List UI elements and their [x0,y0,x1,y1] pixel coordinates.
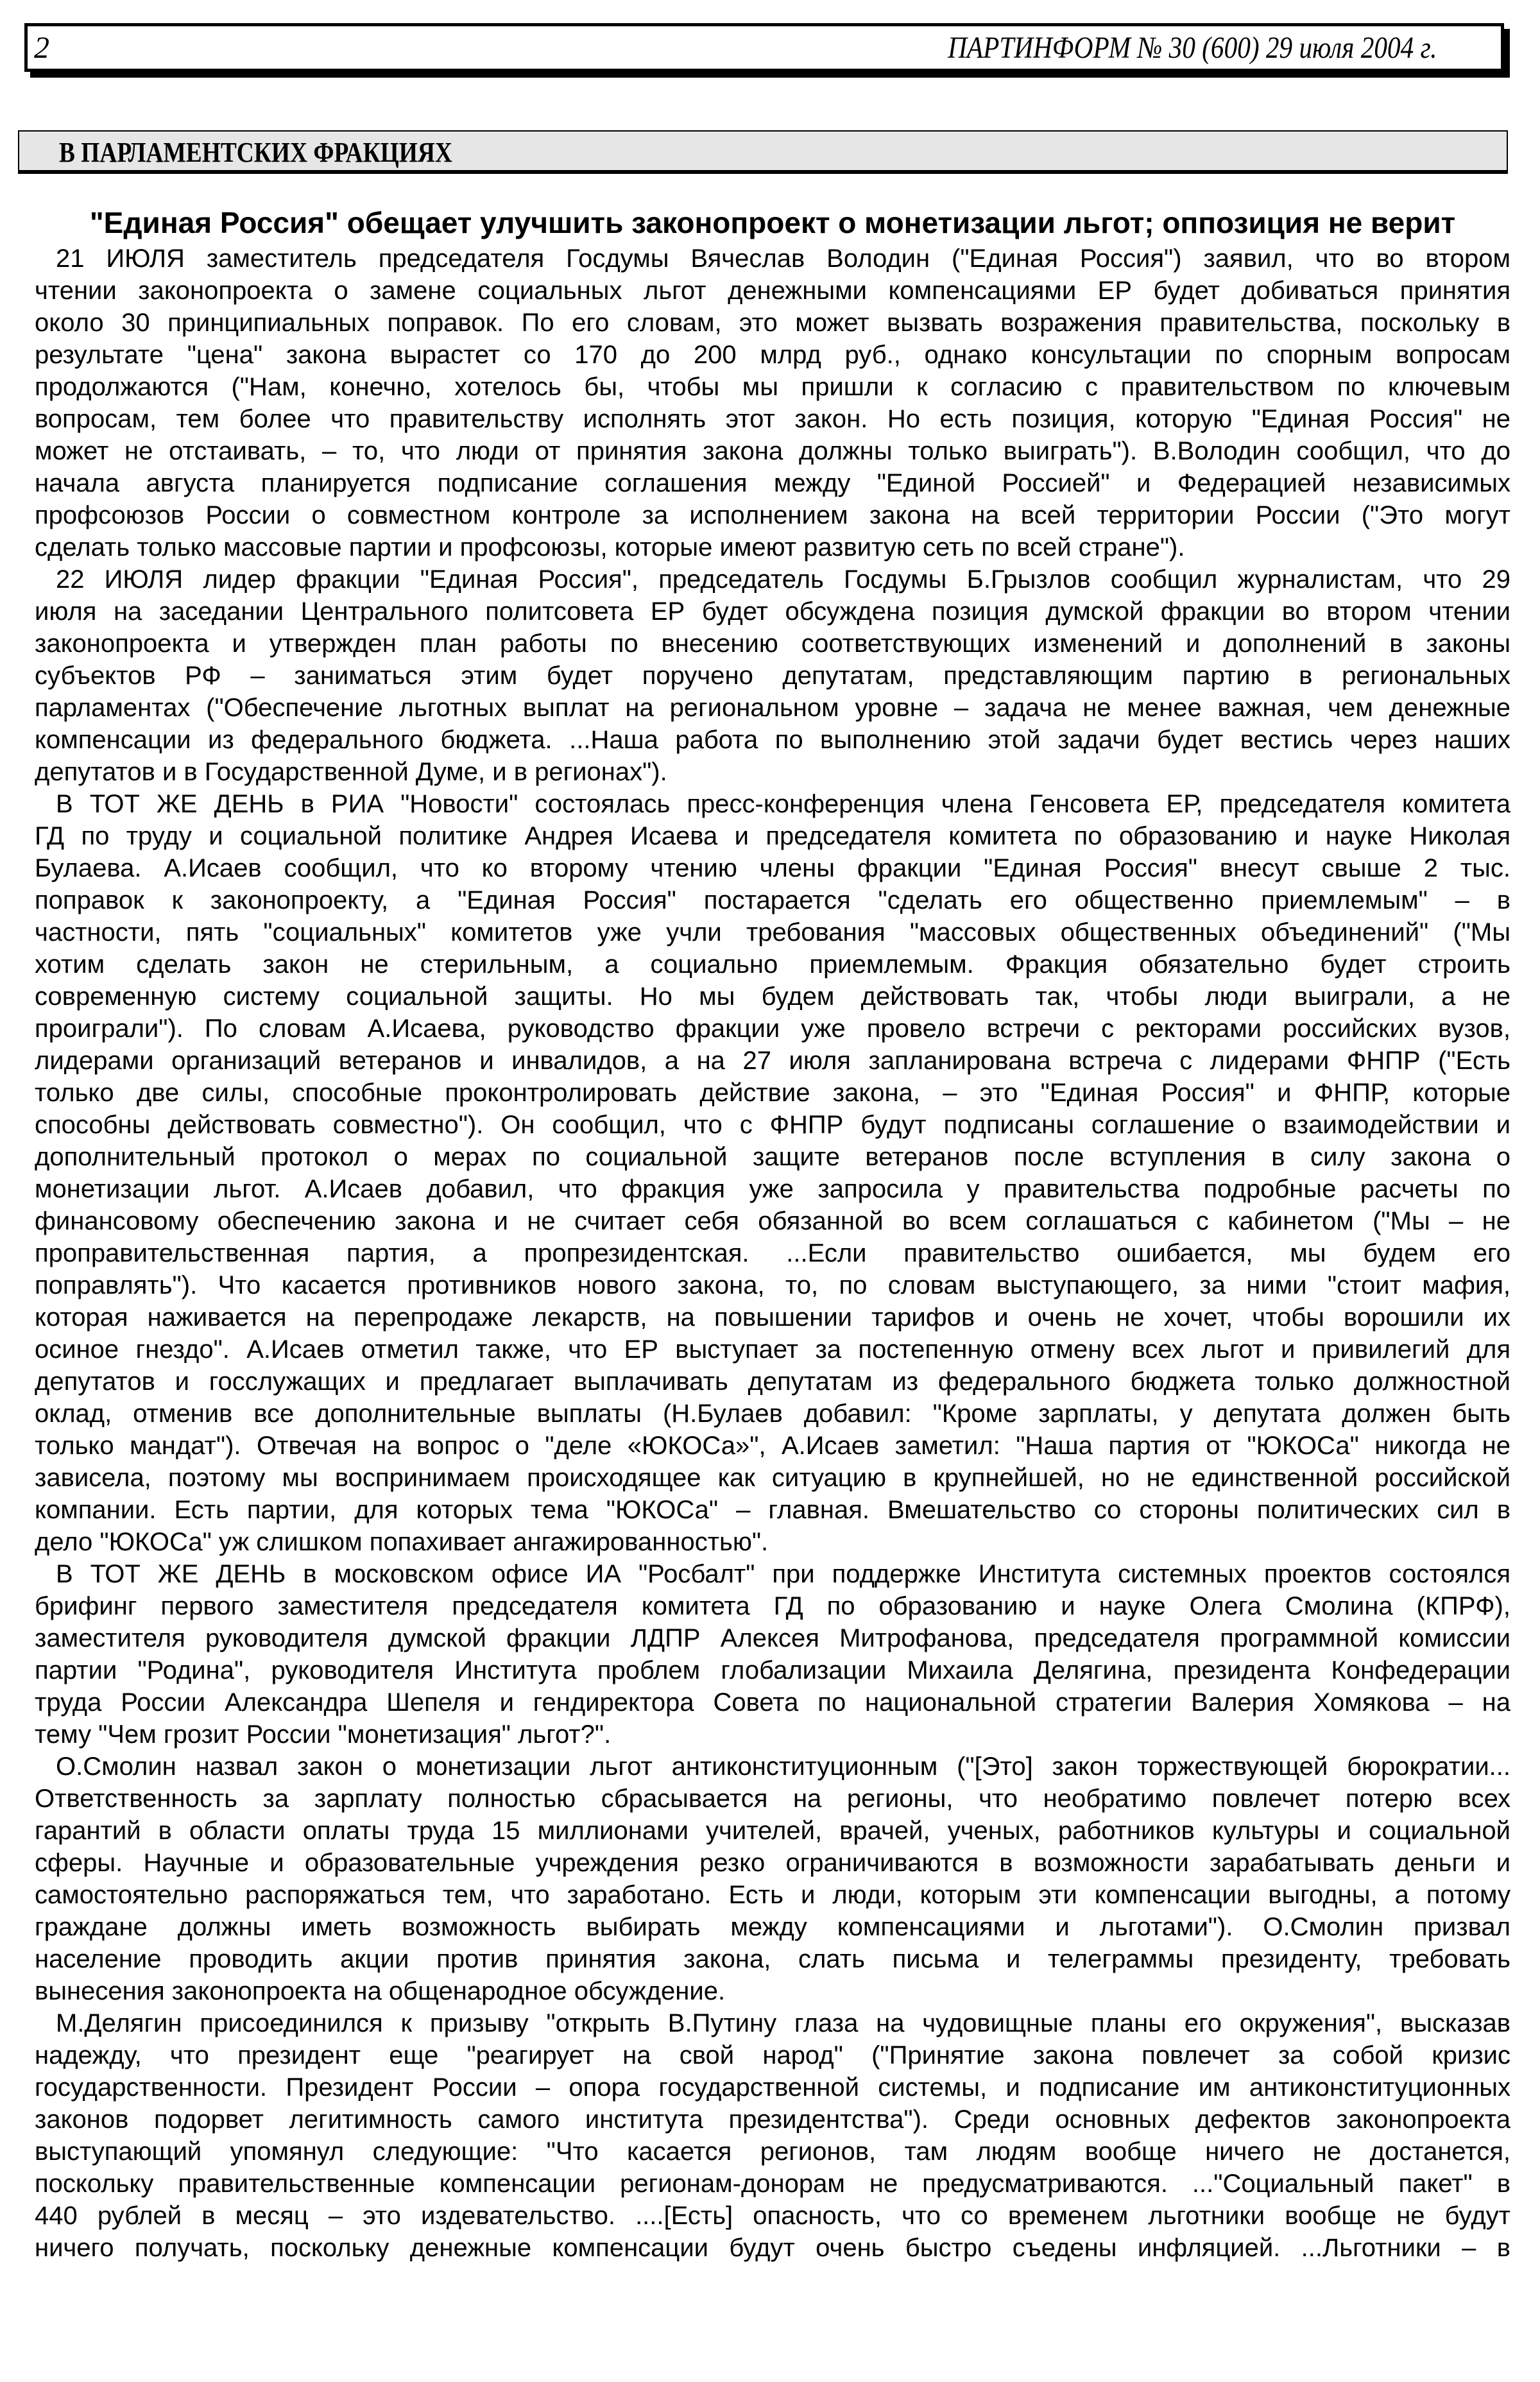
text-line: законов подорвет легитимность самого института президентства"). Среди основных дефектов законопроекта [35,2105,1510,2134]
text-line: проиграли"). По словам А.Исаева, руководство фракции уже провело встречи с ректорами российских вузов, [35,1015,1510,1043]
article-body [35,243,1510,2264]
text-line: заместителя руководителя думской фракции ЛДПР Алексея Митрофанова, председателя программной комиссии [35,1624,1510,1652]
text-line: государственности. Президент России – опора государственной системы, и подписание им антиконституционных [35,2073,1510,2102]
text-line: дополнительный протокол о мерах по социальной защите ветеранов после вступления в силу закона о [35,1143,1510,1171]
publication-info: ПАРТИНФОРМ № 30 (600) 29 июля 2004 г. [947,31,1437,65]
paragraph [35,1558,1510,1751]
page-number: 2 [34,31,49,65]
text-line: поправок к законопроекту, а "Единая Россия" постарается "сделать его общественно приемлемым" – в [35,886,1510,914]
text-line: В ТОТ ЖЕ ДЕНЬ в РИА "Новости" состоялась пресс-конференция члена Генсовета ЕР, председателя комитета [56,790,1510,818]
text-line: тему "Чем грозит России "монетизация" льгот?". [35,1720,612,1749]
text-line: может не отстаивать, – то, что люди от принятия закона должны только выиграть"). В.Володин сообщил, что до [35,437,1510,465]
text-line: результате "цена" закона вырастет со 170 до 200 млрд руб., однако консультации по спорным вопросам [35,341,1510,369]
text-line: только две силы, способные проконтролировать действие закона, – это "Единая Россия" и ФНПР, которые [35,1079,1510,1107]
text-line: субъектов РФ – заниматься этим будет поручено депутатам, представляющим партию в региональных [35,662,1510,690]
text-line: 22 ИЮЛЯ лидер фракции "Единая Россия", председатель Госдумы Б.Грызлов сообщил журналистам, что 29 [56,565,1510,594]
text-line: осиное гнездо". А.Исаев отметил также, что ЕР выступает за постепенную отмену всех льгот и привилегий для [35,1335,1510,1364]
article-title: "Единая Россия" обещает улучшить законопроект о монетизации льгот; оппозиция не верит [89,206,1456,239]
text-line: 21 ИЮЛЯ заместитель председателя Госдумы Вячеслав Володин ("Единая Россия") заявил, что во втором [56,244,1510,273]
text-line: зависела, поэтому мы воспринимаем происходящее как ситуацию в крупнейшей, но не единственной российской [35,1464,1510,1492]
paragraph [35,788,1510,1558]
page-header [24,23,1504,72]
paragraph [35,243,1510,563]
text-line: депутатов и в Государственной Думе, и в регионах"). [35,758,667,786]
text-line: 440 рублей в месяц – это издевательство. ....[Есть] опасность, что со временем льготники вообще не будут [35,2202,1510,2230]
text-line: поправлять"). Что касается противников нового закона, то, по словам выступающего, за ними "стоит мафия, [35,1271,1510,1299]
text-line: около 30 принципиальных поправок. По его словам, это может вызвать возражения правительства, поскольку в [35,309,1510,337]
text-line: законопроекта и утвержден план работы по внесению соответствующих изменений и дополнений в законы [35,630,1510,658]
text-line: выступающий упомянул следующие: "Что касается регионов, там людям вообще ничего не достанется, [35,2138,1510,2166]
text-line: частности, пять "социальных" комитетов уже учли требования "массовых общественных объединений" ("Мы [35,918,1510,947]
text-line: Булаева. А.Исаев сообщил, что ко второму чтению члены фракции "Единая Россия" внесут свыше 2 тыс. [35,854,1510,882]
paragraph [35,1751,1510,2007]
text-line: вопросам, тем более что правительству исполнять этот закон. Но есть позиция, которую "Единая Россия" не [35,405,1510,433]
text-line: брифинг первого заместителя председателя комитета ГД по образованию и науке Олега Смолина (КПРФ), [35,1592,1510,1620]
text-line: партии "Родина", руководителя Института проблем глобализации Михаила Делягина, президента Конфедерации [35,1656,1510,1684]
text-line: компании. Есть партии, для которых тема "ЮКОСа" – главная. Вмешательство со стороны политических сил в [35,1496,1510,1524]
text-line: население проводить акции против принятия закона, слать письма и телеграммы президенту, требовать [35,1945,1510,1973]
text-line: надежду, что президент еще "реагирует на свой народ" ("Принятие закона повлечет за собой кризис [35,2041,1510,2069]
text-line: проправительственная партия, а пропрезидентская. ...Если правительство ошибается, мы будем его [35,1239,1510,1267]
text-line: хотим сделать закон не стерильным, а социально приемлемым. Фракция обязательно будет строить [35,950,1510,979]
text-line: только мандат"). Отвечая на вопрос о "деле «ЮКОСа»", А.Исаев заметил: "Наша партия от "ЮКОСа" никогда не [35,1432,1510,1460]
section-banner [18,130,1508,174]
paragraph [35,2007,1510,2264]
text-line: финансовому обеспечению закона и не считает себя обязанной во всем соглашаться с кабинетом ("Мы – не [35,1207,1510,1235]
text-line: современную систему социальной защиты. Но мы будем действовать так, чтобы люди выиграли, а не [35,982,1510,1011]
text-line: О.Смолин назвал закон о монетизации льгот антиконституционным ("[Это] закон торжествующей бюрократии... [56,1752,1510,1781]
text-line: поскольку правительственные компенсации регионам-донорам не предусматриваются. ..."Социальный пакет" в [35,2170,1510,2198]
text-line: парламентах ("Обеспечение льготных выплат на региональном уровне – задача не менее важная, чем денежные [35,694,1510,722]
text-line: июля на заседании Центрального политсовета ЕР будет обсуждена позиция думской фракции во втором чтении [35,597,1510,626]
text-line: сферы. Научные и образовательные учреждения резко ограничиваются в возможности зарабатывать деньги и [35,1849,1510,1877]
text-line: монетизации льгот. А.Исаев добавил, что фракция уже запросила у правительства подробные расчеты по [35,1175,1510,1203]
text-line: М.Делягин присоединился к призыву "открыть В.Путину глаза на чудовищные планы его окружения", высказав [56,2009,1510,2037]
text-line: гарантий в области оплаты труда 15 миллионами учителей, врачей, ученых, работников культуры и социальной [35,1817,1510,1845]
text-line: профсоюзов России о совместном контроле за исполнением закона на всей территории России ("Это могут [35,501,1510,529]
text-line: ничего получать, поскольку денежные компенсации будут очень быстро съедены инфляцией. ...Льготники – в [35,2234,1510,2262]
text-line: В ТОТ ЖЕ ДЕНЬ в московском офисе ИА "Росбалт" при поддержке Института системных проектов состоялся [56,1560,1510,1588]
text-line: вынесения законопроекта на общенародное обсуждение. [35,1977,726,2005]
text-line: дело "ЮКОСа" уж слишком попахивает ангажированностью". [35,1528,769,1556]
text-line: способны действовать совместно"). Он сообщил, что с ФНПР будут подписаны соглашение о взаимодействии и [35,1111,1510,1139]
text-line: продолжаются ("Нам, конечно, хотелось бы, чтобы мы пришли к согласию с правительством по ключевым [35,373,1510,401]
text-line: самостоятельно распоряжаться тем, что заработано. Есть и люди, которым эти компенсации выгодны, а потому [35,1881,1510,1909]
text-line: компенсации из федерального бюджета. ...Наша работа по выполнению этой задачи будет вестись через наших [35,726,1510,754]
paragraph [35,563,1510,788]
text-line: оклад, отменив все дополнительные выплаты (Н.Булаев добавил: "Кроме зарплаты, у депутата должен быть [35,1400,1510,1428]
text-line: ГД по труду и социальной политике Андрея Исаева и председателя комитета по образованию и науке Николая [35,822,1510,850]
text-line: чтении законопроекта о замене социальных льгот денежными компенсациями ЕР будет добиваться принятия [35,277,1510,305]
text-line: Ответственность за зарплату полностью сбрасывается на регионы, что необратимо повлечет потерю всех [35,1785,1510,1813]
text-line: депутатов и госслужащих и предлагает выплачивать депутатам из федерального бюджета только должностной [35,1367,1510,1396]
text-line: труда России Александра Шепеля и гендиректора Совета по национальной стратегии Валерия Хомякова – на [35,1688,1510,1717]
text-line: лидерами организаций ветеранов и инвалидов, а на 27 июля запланирована встреча с лидерами ФНПР ("Есть [35,1047,1510,1075]
text-line: граждане должны иметь возможность выбирать между компенсациями и льготами"). О.Смолин призвал [35,1913,1510,1941]
text-line: которая наживается на перепродаже лекарств, на повышении тарифов и очень не хочет, чтобы ворошили их [35,1303,1510,1332]
text-line: начала августа планируется подписание соглашения между "Единой Россией" и Федерацией независимых [35,469,1510,497]
text-line: сделать только массовые партии и профсоюзы, которые имеют развитую сеть по всей стране"). [35,533,1185,561]
section-title: В ПАРЛАМЕНТСКИХ ФРАКЦИЯХ [59,137,452,168]
